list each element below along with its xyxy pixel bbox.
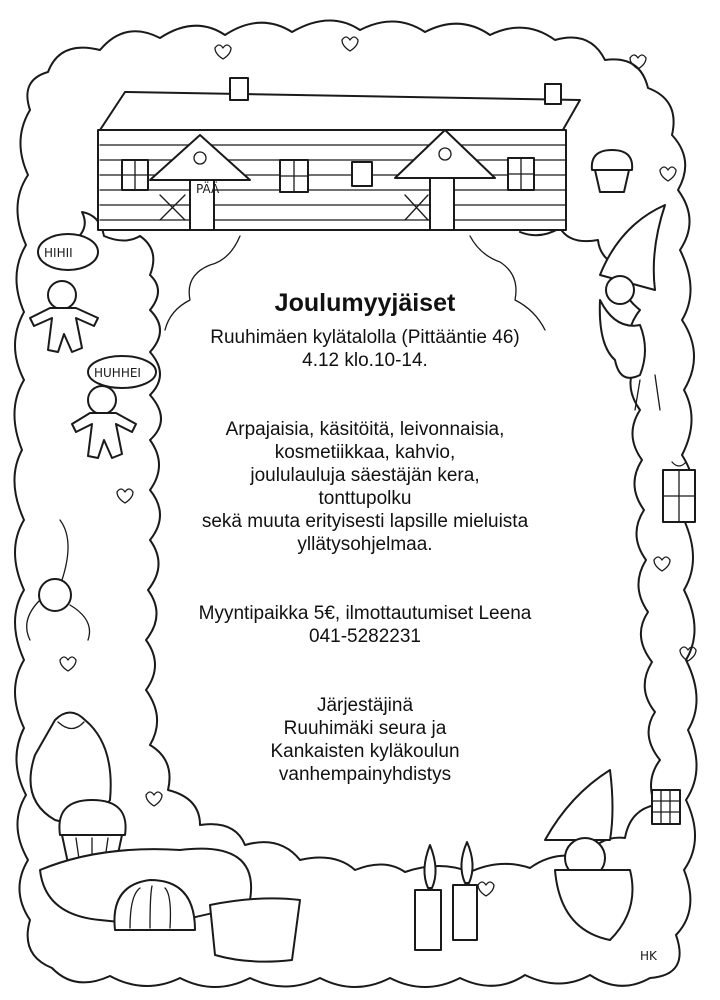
program-line: tonttupolku	[318, 488, 412, 509]
artist-signature: HK	[640, 949, 657, 963]
organizer-line: vanhempainyhdistys	[278, 764, 452, 785]
poster-title: Joulumyyjäiset	[274, 289, 456, 317]
gnome-sketch-top	[600, 205, 665, 410]
svg-text:HUHHEI: HUHHEI	[94, 366, 141, 380]
gift-box-sketch	[663, 462, 695, 522]
program-line: Arpajaisia, käsitöitä, leivonnaisia,	[225, 419, 505, 440]
organizer-line: Kankaisten kyläkoulun	[270, 741, 460, 762]
speech-bubble-hihii	[38, 234, 98, 270]
gingerbread-figure-2	[72, 386, 136, 458]
organizer-line: Ruuhimäki seura ja	[283, 718, 447, 739]
program-line: sekä muuta erityisesti lapsille mieluista	[201, 511, 529, 532]
poster-text-block	[150, 288, 580, 786]
program-line: kosmetiikkaa, kahvio,	[274, 442, 456, 463]
date-time-line: 4.12 klo.10-14.	[302, 350, 428, 371]
program-line: joululauluja säestäjän kera,	[250, 465, 480, 486]
village-house-sketch	[98, 78, 580, 230]
candles-sketch	[415, 842, 477, 950]
cupcake-sketch-top	[592, 150, 632, 192]
organizers-heading: Järjestäjinä	[316, 695, 414, 716]
pillow-and-cake-sketch	[40, 849, 300, 962]
gingerbread-figure-1	[30, 281, 98, 352]
svg-text:HIHII: HIHII	[44, 246, 73, 260]
sales-line: Myyntipaikka 5€, ilmottautumiset Leena	[198, 603, 532, 624]
door-sign: PÄÄ	[196, 182, 220, 196]
monkey-sketch	[27, 520, 90, 640]
contact-phone: 041-5282231	[309, 626, 421, 647]
gnome-sketch-bottom	[545, 770, 680, 940]
program-line: yllätysohjelmaa.	[297, 534, 433, 555]
speech-bubble-huhhei	[88, 356, 156, 388]
venue-line: Ruuhimäen kylätalolla (Pittääntie 46)	[210, 327, 520, 348]
